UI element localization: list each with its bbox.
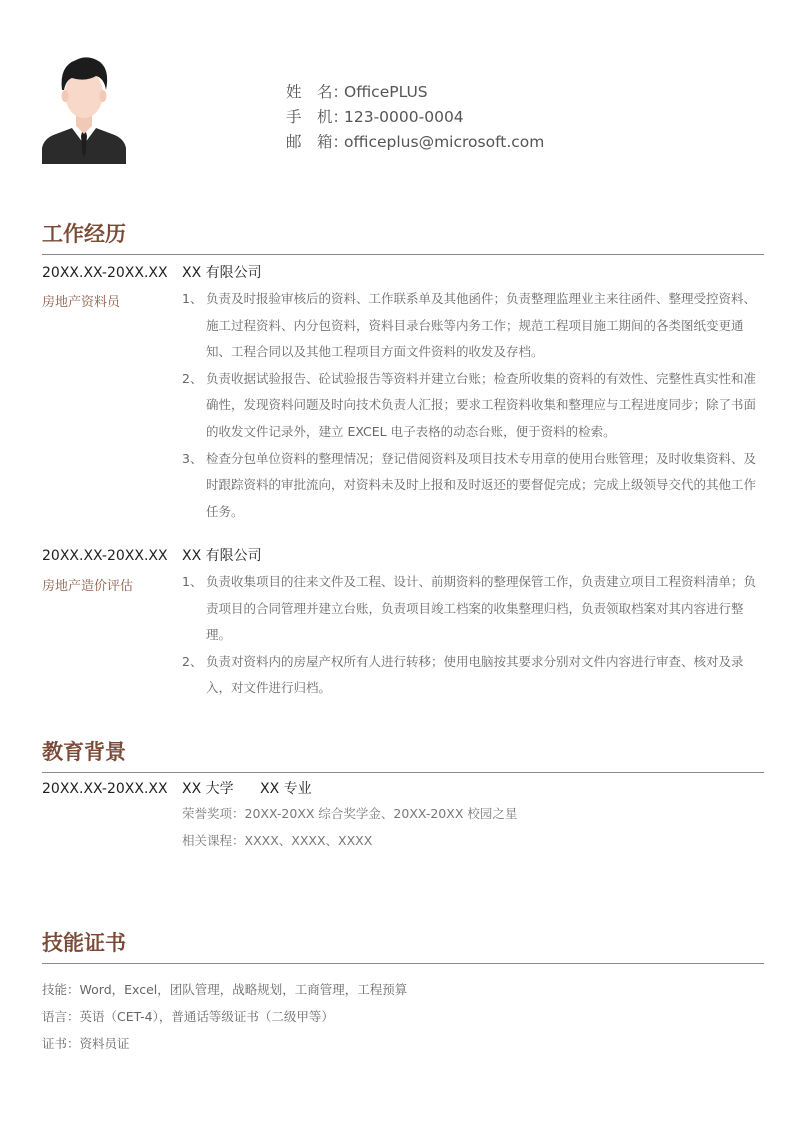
contact-info <box>286 80 544 155</box>
job-1-company: XX 有限公司 <box>182 265 262 281</box>
job-2-duties <box>182 569 760 702</box>
work-section-title: 工作经历 <box>42 222 126 246</box>
email-row <box>286 130 544 155</box>
phone-row <box>286 105 544 130</box>
phone-value: 123-0000-0004 <box>344 108 464 126</box>
education-section-title: 教育背景 <box>42 740 126 764</box>
job-2-header <box>42 545 262 565</box>
phone-label: 手 机： <box>286 108 349 126</box>
skills-divider <box>42 963 764 964</box>
duty-number: 1、 <box>182 291 203 306</box>
email-value: officeplus@microsoft.com <box>344 133 545 151</box>
duty-number: 2、 <box>182 370 203 386</box>
certificate-line: 证书：资料员证 <box>42 1036 130 1051</box>
duty-number: 1、 <box>182 574 203 589</box>
job-1-period: 20XX.XX-20XX.XX <box>42 265 168 281</box>
duty-item <box>182 286 760 366</box>
duty-item <box>182 569 760 649</box>
job-2-role: 房地产造价评估 <box>42 579 134 594</box>
work-divider <box>42 254 764 255</box>
duty-text: 负责及时报验审核后的资料、工作联系单及其他函件；负责整理监理业主来往函件、整理受控资料、施工过程资料、内分包资料，资料目录台账等内务工作；规范工程项目施工期间的各类图纸变更通知、工程合同以及其他工程项目方面文件资料的收发及存档。 <box>206 291 757 360</box>
duty-item <box>182 366 760 446</box>
education-major: XX 专业 <box>260 781 312 797</box>
education-period: 20XX.XX-20XX.XX <box>42 781 168 797</box>
duty-item <box>182 446 760 526</box>
skills-section-title: 技能证书 <box>42 931 126 955</box>
duty-text: 负责对资料内的房屋产权所有人进行转移；使用电脑按其要求分别对文件内容进行审查、核对及录入，对文件进行归档。 <box>206 653 744 696</box>
education-school: XX 大学 <box>182 781 234 797</box>
duty-text: 负责收据试验报告、砼试验报告等资料并建立台账；检查所收集的资料的有效性、完整性真实性和准确性，发现资料问题及时向技术负责人汇报；要求工程资料收集和整理应与工程进度同步；除了书面的收发文件记录外，建立 EXCEL 电子表格的动态台账，便于资料的检索。 <box>206 370 757 439</box>
language-line: 语言：英语（CET-4），普通话等级证书（二级甲等） <box>42 1009 334 1024</box>
education-divider <box>42 772 764 773</box>
education-honors: 荣誉奖项：20XX-20XX 综合奖学金、20XX-20XX 校园之星 <box>182 806 518 821</box>
job-2-company: XX 有限公司 <box>182 548 262 564</box>
duty-number: 3、 <box>182 450 203 466</box>
email-label: 邮 箱： <box>286 133 349 151</box>
job-1-role: 房地产资料员 <box>42 295 121 310</box>
job-2-period: 20XX.XX-20XX.XX <box>42 548 168 564</box>
duty-text: 负责收集项目的往来文件及工程、设计、前期资料的整理保管工作，负责建立项目工程资料清单；负责项目的合同管理并建立台账，负责项目竣工档案的收集整理归档，负责领取档案对其内容进行整理。 <box>206 574 757 643</box>
name-label: 姓 名： <box>286 83 349 101</box>
job-1-header <box>42 262 262 282</box>
avatar <box>42 52 126 164</box>
skills-line: 技能：Word，Excel，团队管理，战略规划，工商管理，工程预算 <box>42 982 408 997</box>
duty-item <box>182 649 760 702</box>
duty-number: 2、 <box>182 653 203 669</box>
name-row <box>286 80 544 105</box>
education-header <box>42 778 312 798</box>
education-courses: 相关课程：XXXX、XXXX、XXXX <box>182 833 373 848</box>
job-1-duties <box>182 286 760 525</box>
name-value: OfficePLUS <box>344 83 428 101</box>
duty-text: 检查分包单位资料的整理情况；登记借阅资料及项目技术专用章的使用台账管理；及时收集资料、及时跟踪资料的审批流向，对资料未及时上报和及时返还的要督促完成；完成上级领导交代的其他工作任务。 <box>206 450 757 519</box>
